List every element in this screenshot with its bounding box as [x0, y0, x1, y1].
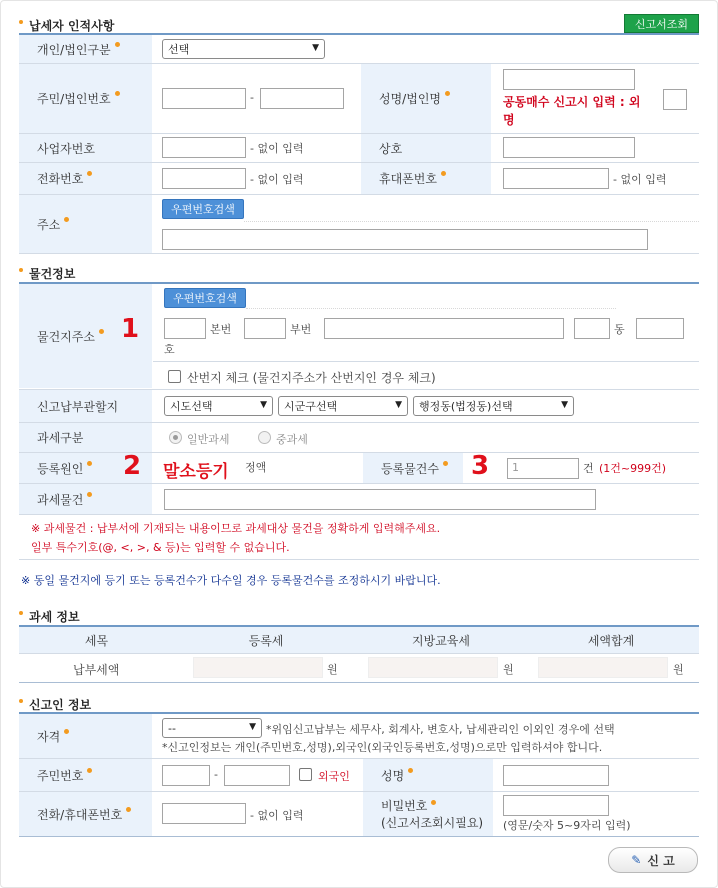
sigungu-select[interactable]: 시군구선택 ▼ [278, 396, 408, 416]
no-dash-hint: - 없이 입력 [250, 173, 304, 186]
dong-label: 동 [614, 323, 625, 336]
label-business-number: 사업자번호 [19, 134, 152, 162]
foreigner-label: 외국인 [318, 770, 350, 783]
mobile-input[interactable] [503, 168, 609, 189]
label-jurisdiction: 신고납부관할지 [19, 390, 152, 422]
password-hint: (영문/숫자 5~9자리 입력) [503, 819, 631, 832]
sido-select[interactable]: 시도선택 ▼ [164, 396, 273, 416]
co-owner-note: 공동매수 신고시 입력 : 외 [503, 95, 641, 109]
main-number-label: 본번 [210, 323, 232, 336]
sub-number-input[interactable] [244, 318, 286, 339]
property-zip-search-button[interactable]: 우편번호검색 [164, 288, 246, 308]
label-mobile: 휴대폰번호 [361, 163, 491, 194]
zip-search-button[interactable]: 우편번호검색 [162, 199, 244, 219]
marker-3: 3 [471, 451, 490, 481]
label-reporter-name: 성명 [363, 759, 493, 791]
submit-button[interactable]: ✎ 신 고 [608, 847, 698, 873]
label-reporter-id: 주민번호 [19, 759, 152, 791]
company-input[interactable] [503, 137, 635, 158]
tax-general-label: 일반과세 [187, 433, 230, 446]
reporter-id-back-input[interactable] [224, 765, 290, 786]
label-reporter-phone: 전화/휴대폰번호 [19, 792, 152, 836]
tax-object-warning: ※ 과세물건 : 납부서에 기재되는 내용이므로 과세대상 물건을 정확하게 입력해주세요. [31, 522, 441, 535]
tax-heavy-label: 중과세 [276, 433, 308, 446]
won-unit: 원 [503, 663, 514, 676]
tax-object-input[interactable] [164, 489, 596, 510]
business-number-input[interactable] [162, 137, 246, 158]
address-input[interactable] [162, 229, 648, 250]
co-owner-note-unit: 명 [503, 113, 515, 127]
chevron-down-icon: ▼ [312, 43, 319, 53]
header-tax-item: 세목 [84, 633, 109, 648]
name-input[interactable] [503, 69, 635, 90]
label-name: 성명/법인명 [361, 64, 491, 133]
taxpayer-type-select[interactable]: 선택 ▼ [162, 39, 325, 59]
marker-2: 2 [123, 451, 142, 481]
label-company: 상호 [361, 134, 491, 162]
qualification-select[interactable]: -- ▼ [162, 718, 262, 738]
password-sub-label: (신고서조회시필요) [381, 816, 484, 830]
reporter-phone-input[interactable] [162, 803, 246, 824]
label-item-count: 등록물건수 [363, 453, 463, 483]
special-char-warning: 일부 특수기호(@, <, >, & 등)는 입력할 수 없습니다. [31, 541, 290, 554]
section-title-property: 물건정보 [19, 265, 75, 282]
marker-1: 1 [121, 314, 140, 344]
label-address: 주소 [19, 195, 152, 253]
ho-input[interactable] [636, 318, 684, 339]
no-dash-hint: - 없이 입력 [613, 173, 667, 186]
label-phone: 전화번호 [19, 163, 152, 194]
label-tax-object: 과세물건 [19, 484, 152, 514]
item-count-input[interactable]: 1 [507, 458, 579, 479]
label-reason: 등록원인 [19, 453, 152, 483]
header-registration-tax: 등록세 [248, 633, 284, 648]
label-password: 비밀번호 (신고서조회시필요) [363, 792, 493, 836]
won-unit: 원 [327, 663, 338, 676]
sub-number-label: 부번 [290, 323, 312, 336]
reporter-id-front-input[interactable] [162, 765, 210, 786]
section-title-taxpayer: 납세자 인적사항 [19, 17, 114, 34]
main-number-input[interactable] [164, 318, 206, 339]
item-count-notice: ※ 동일 물건지에 등기 또는 등록건수가 다수일 경우 등록물건수를 조정하시기 바랍니다. [21, 574, 441, 587]
qualification-note-1: *위임신고납부는 세무사, 회계사, 변호사, 납세관리인 이외인 경우에 선택 [266, 723, 615, 736]
dong-select[interactable]: 행정동(법정동)선택 ▼ [413, 396, 574, 416]
header-education-tax: 지방교육세 [412, 633, 470, 648]
dong-input[interactable] [574, 318, 610, 339]
lookup-report-button[interactable]: 신고서조회 [624, 14, 699, 33]
foreigner-checkbox[interactable] [299, 768, 312, 781]
chevron-down-icon: ▼ [561, 400, 568, 410]
id-number-front-input[interactable] [162, 88, 246, 109]
chevron-down-icon: ▼ [249, 722, 256, 732]
count-unit: 건 [583, 462, 594, 475]
id-number-back-input[interactable] [260, 88, 344, 109]
education-tax-field [368, 657, 498, 678]
won-unit: 원 [673, 663, 684, 676]
payment-amount-label: 납부세액 [73, 663, 120, 677]
tax-heavy-radio[interactable] [258, 431, 271, 444]
label-taxpayer-type: 개인/법인구분 [19, 35, 152, 63]
tax-general-radio[interactable] [169, 431, 182, 444]
building-input[interactable] [324, 318, 564, 339]
pencil-icon: ✎ [631, 853, 642, 867]
reason-sub: 정액 [245, 461, 267, 474]
dash-separator: - [250, 91, 254, 104]
registration-tax-field [193, 657, 323, 678]
no-dash-hint: - 없이 입력 [250, 809, 304, 822]
qualification-note-2: *신고인정보는 개인(주민번호,성명),외국인(외국인등록번호,성명)으로만 입력하셔야 합니다. [162, 741, 603, 754]
dash-separator: - [214, 768, 218, 781]
mountain-lot-checkbox[interactable] [168, 370, 181, 383]
label-id-number: 주민/법인번호 [19, 64, 152, 133]
reason-value: 말소등기 [163, 462, 229, 482]
count-range: (1건~999건) [599, 462, 667, 475]
reporter-name-input[interactable] [503, 765, 609, 786]
chevron-down-icon: ▼ [395, 400, 402, 410]
ho-label: 호 [164, 343, 175, 356]
label-tax-type: 과세구분 [19, 423, 152, 452]
phone-input[interactable] [162, 168, 246, 189]
section-title-tax: 과세 정보 [19, 608, 80, 625]
label-property-address: 물건지주소 [19, 284, 152, 388]
total-tax-field [538, 657, 668, 678]
chevron-down-icon: ▼ [260, 400, 267, 410]
label-qualification: 자격 [19, 714, 152, 758]
section-title-reporter: 신고인 정보 [19, 696, 91, 713]
co-owner-count-input[interactable] [663, 89, 687, 110]
header-tax-total: 세액합계 [587, 633, 635, 648]
no-dash-hint: - 없이 입력 [250, 142, 304, 155]
password-input[interactable] [503, 795, 609, 816]
mountain-lot-label: 산번지 체크 (물건지주소가 산번지인 경우 체크) [187, 371, 436, 385]
